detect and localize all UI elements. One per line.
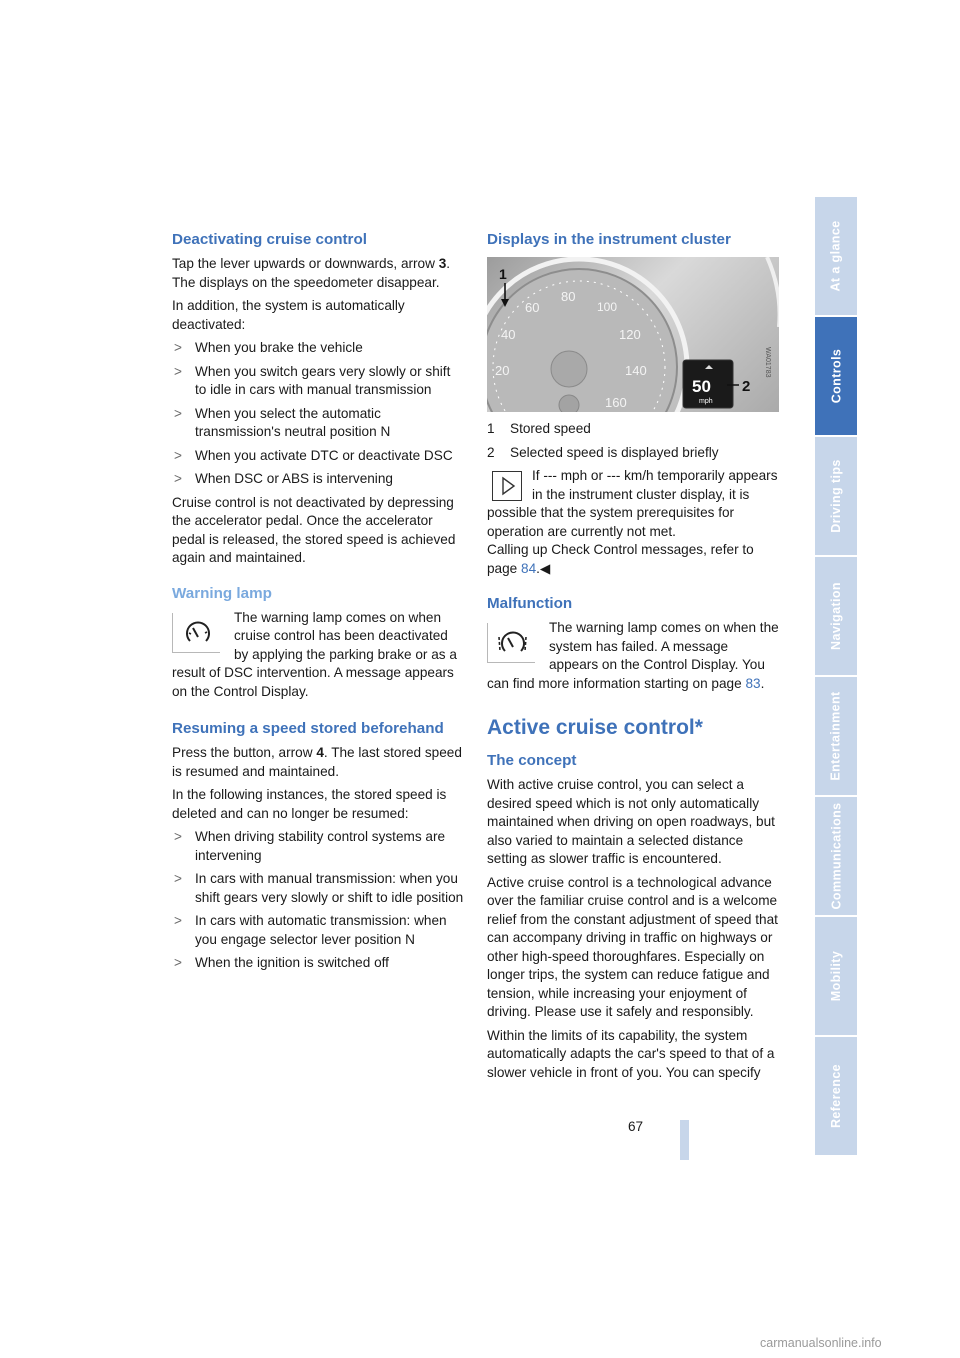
dial-number: 120 <box>619 327 641 342</box>
dial-number: 80 <box>561 289 576 304</box>
paragraph: In addition, the system is automatically deactivated: <box>172 298 405 332</box>
paragraph: Tap the lever upwards or downwards, arrow 3. The displays on the speedometer disappear. <box>172 256 451 290</box>
cruise-control-failure-icon <box>487 623 535 663</box>
list-item: > When you brake the vehicle <box>174 340 363 355</box>
right-column <box>487 230 779 1087</box>
paragraph: The warning lamp comes on when the system has failed. A message appears on the Control Display. You can find more information starting on page 83. <box>487 620 779 691</box>
tab-controls[interactable]: Controls <box>815 317 857 435</box>
page-number: 67 <box>628 1119 644 1134</box>
list-item: > In cars with manual transmission: when you shift gears very slowly or shift to idle position <box>174 871 464 905</box>
dial-number: 20 <box>495 363 510 378</box>
tab-driving-tips[interactable]: Driving tips <box>815 437 857 555</box>
paragraph: Within the limits of its capability, the system automatically adapts the car's speed to that of a slower vehicle in front of you. You can specify <box>487 1027 775 1080</box>
list-item: > When the ignition is switched off <box>174 955 389 970</box>
cruise-control-warning-icon <box>172 613 220 653</box>
heading-deactivating: Deactivating cruise control <box>172 231 367 248</box>
chapter-tabs <box>815 197 857 1160</box>
list-item: > When you select the automatic transmission's neutral position N <box>174 405 391 439</box>
heading-active-cruise-control: Active cruise control* <box>487 716 703 739</box>
paragraph: If --- mph or --- km/h temporarily appears in the instrument cluster display, it is possible that the system prerequisites for operation are currently not met. <box>487 468 778 539</box>
section-deactivating <box>172 230 464 568</box>
set-speed-unit: mph <box>699 398 713 405</box>
paragraph: In the following instances, the stored speed is deleted and can no longer be resumed: <box>172 787 447 821</box>
paragraph: Press the button, arrow 4. The last stored speed is resumed and maintained. <box>172 745 462 779</box>
list-item: 1 Stored speed <box>487 421 591 436</box>
tab-mobility[interactable]: Mobility <box>815 917 857 1035</box>
callout-1: 1 <box>499 266 507 282</box>
paragraph: The warning lamp comes on when cruise control has been deactivated by applying the parking brake or as a result of DSC intervention. A message appears on the Control Display. <box>172 609 457 699</box>
paragraph: Active cruise control is a technological advance over the familiar cruise control and is a welcome relief from the constant adjustment of speed that can accompany driving in traffic on highways or other high-speed thoroughfares. Especially on longer trips, the system can reduce fatigue and tension, while increasing your enjoyment of driving. Please use it safely and responsibly. <box>487 874 778 1019</box>
note-block <box>487 467 779 578</box>
dial-number: 40 <box>501 327 516 342</box>
left-column <box>172 230 464 978</box>
page-link-83[interactable]: 83 <box>745 675 761 691</box>
page-link-84[interactable]: 84 <box>521 560 537 576</box>
dial-number: 100 <box>597 300 618 314</box>
heading-resuming: Resuming a speed stored beforehand <box>172 720 444 737</box>
list-item: > When driving stability control systems are intervening <box>174 829 446 863</box>
tab-reference[interactable]: Reference <box>815 1037 857 1155</box>
list-item: 2 Selected speed is displayed briefly <box>487 444 719 460</box>
list-item: > When you activate DTC or deactivate DSC <box>174 447 453 463</box>
section-resuming <box>172 717 464 973</box>
callout-2: 2 <box>742 378 751 395</box>
image-code: WA01783 <box>764 347 771 378</box>
tab-at-a-glance[interactable]: At a glance <box>815 197 857 315</box>
heading-malfunction: Malfunction <box>487 595 573 612</box>
section-displays <box>487 230 779 578</box>
instrument-cluster-figure <box>487 257 779 412</box>
section-malfunction <box>487 594 779 693</box>
list-item: > When DSC or ABS is intervening <box>174 471 393 486</box>
list-item: > In cars with automatic transmission: when you engage selector lever position N <box>174 913 447 947</box>
section-active-cruise-control <box>487 715 779 1082</box>
tab-entertainment[interactable]: Entertainment <box>815 677 857 795</box>
dial-number: 140 <box>625 363 647 378</box>
heading-displays: Displays in the instrument cluster <box>487 231 731 248</box>
set-speed-value: 50 <box>692 377 711 396</box>
paragraph: Cruise control is not deactivated by depressing the accelerator pedal. Once the accelerator pedal is released, the stored speed is achieved again and maintained. <box>172 494 456 565</box>
tab-navigation[interactable]: Navigation <box>815 557 857 675</box>
footer-watermark: carmanualsonline.info <box>760 1336 882 1350</box>
section-warning-lamp <box>172 584 464 702</box>
page-marker-bar <box>680 1120 689 1160</box>
speedometer-illustration <box>487 257 779 412</box>
paragraph: With active cruise control, you can select a desired speed which is not only automatically maintained when driving on open roadways, but also varied to maintain a selected distance setting as slower traffic is encountered. <box>487 777 775 866</box>
dial-number: 160 <box>605 395 627 410</box>
heading-concept: The concept <box>487 752 577 769</box>
dial-number: 60 <box>525 300 540 315</box>
note-play-icon <box>492 471 522 501</box>
tab-communications[interactable]: Communications <box>815 797 857 915</box>
heading-warning-lamp: Warning lamp <box>172 584 272 602</box>
paragraph: Calling up Check Control messages, refer to page 84.◀ <box>487 542 754 576</box>
list-item: > When you switch gears very slowly or shift to idle in cars with manual transmission <box>174 363 451 397</box>
